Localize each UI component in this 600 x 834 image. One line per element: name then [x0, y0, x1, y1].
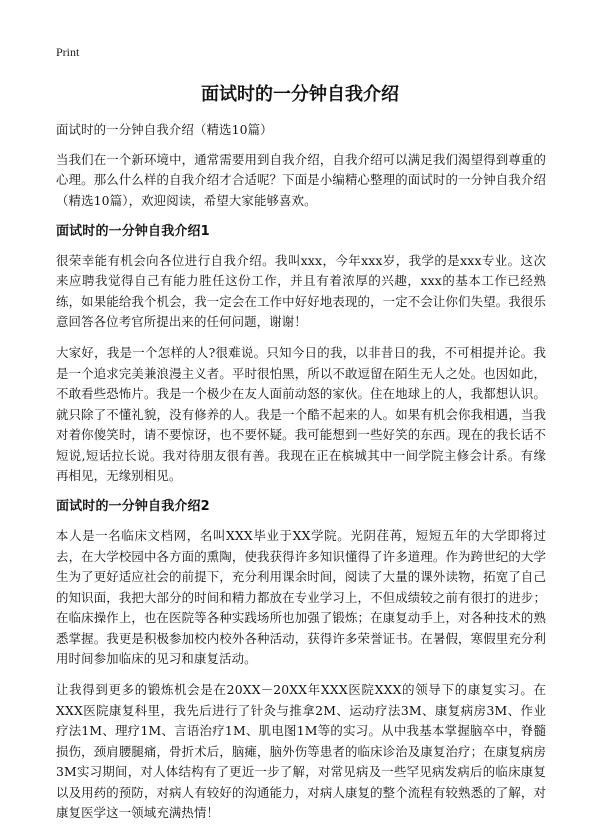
- section-heading: 面试时的一分钟自我介绍1: [56, 223, 210, 239]
- print-link[interactable]: Print: [56, 45, 80, 59]
- article-subtitle: 面试时的一分钟自我介绍（精选10篇）: [56, 122, 273, 137]
- page-title: 面试时的一分钟自我介绍: [201, 84, 399, 105]
- section-paragraph: 让我得到更多的锻炼机会是在20XX－20XX年XXX医院XXX的领导下的康复实习。在XXX医院康复科里，我先后进行了针灸与推拿2M、运动疗法3M、康复病房3M、作业疗法1M、理疗1M、言语治疗1M、肌电图1M等的实习。从中我基本掌握脑卒中，脊髓损伤，颈肩腰腿痛，骨折术后，脑瘫，脑外伤等患者的临床诊治及康复治疗；在康复病房3M实习期间，对人体结构有了更近一步了解，对常见病及一些罕见病发病后的临床康复以及用药的预防，对病人有较好的沟通能力，对病人康复的整个流程有较熟悉的了解，对康复医学这一领域充满热情！: [56, 682, 546, 820]
- section-paragraph: 很荣幸能有机会向各位进行自我介绍。我叫xxx，今年xxx岁，我学的是xxx专业。这次来应聘我觉得自己有能力胜任这份工作，并且有着浓厚的兴趣，xxx的基本工作已经熟练，如果能给我个机会，我一定会在工作中好好地表现的，一定不会让你们失望。我很乐意回答各位考官所提出来的任何问题，谢谢！: [56, 252, 546, 329]
- section-heading: 面试时的一分钟自我介绍2: [56, 499, 210, 514]
- intro-paragraph: 当我们在一个新环境中，通常需要用到自我介绍，自我介绍可以满足我们渴望得到尊重的心理。那么什么样的自我介绍才合适呢？下面是小编精心整理的面试时的一分钟自我介绍（精选10篇），欢迎阅读，希望大家能够喜欢。: [56, 151, 546, 208]
- article-body: [56, 120, 546, 834]
- section-paragraph: 本人是一名临床文档网，名叫XXX毕业于XX学院。光阴荏苒，短短五年的大学即将过去，在大学校园中各方面的熏陶，使我获得许多知识懂得了许多道理。作为跨世纪的大学生为了更好适应社会的前提下，充分利用课余时间，阅读了大量的课外读物，拓宽了自己的知识面，我把大部分的时间和精力都放在专业学习上，不但成绩较之前有很打的进步；在临床操作上，也在医院等各种实践场所也加强了锻炼；在康复动手上，对各种技术的熟悉掌握。我更是积极参加校内校外各种活动，获得许多荣誉证书。在暑假，寒假里充分利用时间参加临床的见习和康复活动。: [56, 528, 546, 666]
- section-paragraph: 大家好，我是一个怎样的人?很难说。只知今日的我，以非昔日的我，不可相提并论。我是一个追求完美兼浪漫主义者。平时很怕黑，所以不敢逗留在陌生无人之处。也因如此，不敢看些恐怖片。我是一个极少在友人面前动怒的家伙。住在地球上的人，我都想认识。就只除了不懂礼貌，没有修养的人。我是一个酷不起来的人。如果有机会你我相遇，当我对着你傻笑时，请不要惊讶，也不要怀疑。我可能想到一些好笑的东西。现在的我长话不短说,短话拉长说。我对待朋友很有善。我现在正在槟城其中一间学院主修会计系。有缘再相见，无缘别相见。: [56, 345, 546, 483]
